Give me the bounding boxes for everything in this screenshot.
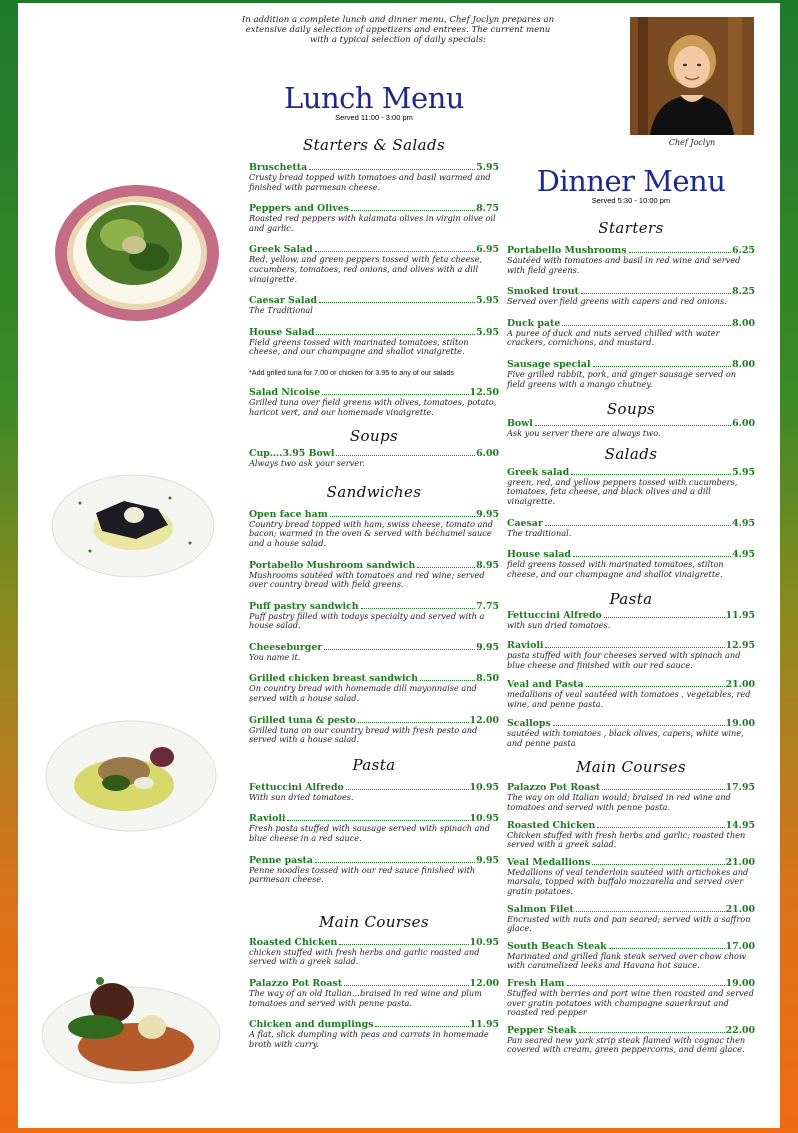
item-price: 17.95 [725,782,755,794]
item-desc: A flat, slick dumpling with peas and carrots in homemade broth with curry. [249,1029,489,1049]
menu-item [249,327,499,357]
item-desc: Roasted red peppers with kalamata olives in virgin olive oil and garlic. [249,213,496,233]
dot-leader [420,680,475,681]
item-price: 11.95 [725,610,755,622]
chef-photo [630,17,754,135]
chef-caption: Chef Joclyn [668,138,716,147]
menu-item [249,978,499,1008]
item-price: 19.00 [725,978,755,989]
item-name: House salad [507,549,571,561]
item-desc: Field greens tossed with marinated tomatoes, stilton cheese, and our champagne and shallot vinaigrette. [249,336,469,357]
dinner-starters-list [507,245,755,389]
item-name: Pepper Steak [507,1024,577,1036]
lunch-starters-heading: Starters & Salads [302,136,446,154]
menu-item [507,640,755,670]
lunch-starters-list [249,162,499,357]
item-name: Greek Salad [249,244,313,256]
item-price: 4.95 [732,549,755,561]
item-name: House Salad [249,326,315,338]
item-name: Chicken and dumplings [249,1019,374,1031]
item-name: Palazzo Pot Roast [249,978,343,989]
menu-item [507,820,755,850]
item-price: 8.50 [476,673,499,685]
dinner-column [507,166,755,1062]
lunch-column [249,83,499,1060]
item-desc: Stuffed with berries and port wine then roasted and served over gratin potatoes with champagne sauerkraut and roasted red pepper [507,988,754,1018]
dot-leader [609,948,725,949]
item-desc: Puff pastry filled with todays specialty and served with a house salad. [249,610,485,631]
lunch-item [249,387,499,417]
item-price: 21.00 [725,903,755,915]
fish-plate-photo [44,719,218,833]
dot-leader [309,169,475,170]
item-name: Salmon Filet [507,903,574,915]
item-name: Ravioli [507,639,544,651]
item-desc: green, red, and yellow peppers tossed with cucumbers, tomatoes, feta cheese, and black olives and a dill vinaigrette. [507,476,738,506]
item-name: Fettuccini Alfredo [507,610,602,622]
item-name: Duck pate [507,317,561,329]
dot-leader [287,820,468,821]
item-price: 12.95 [725,639,755,651]
lunch-pasta-heading: Pasta [352,755,396,774]
dot-leader [358,722,469,723]
item-price: 12.00 [469,714,499,726]
item-name: Caesar Salad [249,295,318,307]
menu-item [507,518,755,539]
item-desc: with sun dried tomatoes. [507,620,611,631]
item-desc: Served over field greens with capers and red onions. [507,296,727,307]
lunch-main-heading: Main Courses [319,912,429,931]
item-name: Fettuccini Alfredo [249,781,344,793]
dot-leader [597,827,724,828]
dot-leader [562,325,731,326]
menu-item [507,245,755,275]
item-price: 10.95 [469,813,499,825]
item-desc: Mushrooms sautéed with tomatoes and red wine; served over country bread with field greens. [249,569,485,590]
lunch-item [249,448,499,469]
menu-item [507,679,755,709]
dinner-salads-heading: Salads [604,444,658,463]
item-name: Scallops [507,718,551,730]
item-desc: Red, yellow, and green peppers tossed with feta cheese, cucumbers, tomatoes, red onions, and olives with a dill vinaigrette. [249,254,483,284]
item-desc: Five grilled rabbit, pork, and ginger sausage served on field greens with a mango chutney. [507,368,737,389]
dinner-salads-list [507,467,755,580]
item-name: Peppers and Olives [249,203,350,215]
dot-leader [346,789,469,790]
dinner-item [507,418,755,439]
menu-item [249,295,499,316]
item-price: 8.75 [476,203,499,215]
item-desc: field greens tossed with marinated tomatoes, stilton cheese, and our champagne and shallot vinaigrette. [507,559,724,579]
lunch-pasta-list [249,782,499,885]
lunch-served: Served 11:00 - 3:00 pm [335,113,413,122]
dinner-title: Dinner Menu [536,164,726,198]
item-name: Roasted Chicken [249,936,338,948]
item-desc: Penne noodles tossed with our red sauce finished with parmesan cheese. [249,864,476,885]
menu-item [249,1019,499,1049]
item-desc: You name it. [249,651,301,662]
steak-plate-photo [40,969,222,1085]
dot-leader [579,1032,725,1033]
item-desc: chicken stuffed with fresh herbs and garlic roasted and served with a greek salad. [249,946,480,967]
item-name: Portabello Mushrooms [507,245,627,256]
item-name: Cup….3.95 Bowl [249,448,335,460]
menu-item [507,359,755,389]
menu-item [249,162,499,192]
item-name: Open face ham [249,508,328,520]
dot-leader [339,944,468,945]
menu-page [18,3,780,1128]
item-desc: Medallions of veal tenderloin sautéed with artichokes and marsala, topped with buffalo mozzarella and served over gratin potatoes. [507,866,749,897]
item-price: 9.95 [476,641,499,653]
item-desc: Always two ask your server. [249,458,365,469]
item-price: 6.00 [732,418,755,430]
item-name: Salad Nicoise [249,386,321,398]
dot-leader [581,293,731,294]
dot-leader [586,686,725,687]
dot-leader [375,1026,468,1027]
item-price: 5.95 [476,326,499,338]
lunch-soups-heading: Soups [349,427,399,446]
item-desc: Ask you server there are always two. [507,428,661,439]
item-desc: Fresh pasta stuffed with sausage served with spinach and blue cheese in a red sauce. [249,823,490,844]
item-name: Caesar [507,517,543,529]
menu-item [507,549,755,579]
dot-leader [567,985,725,986]
menu-item [249,937,499,967]
item-desc: On country bread with homemade dill mayonnaise and served with a house salad. [249,683,477,704]
item-name: Penne pasta [249,854,313,866]
dinner-pasta-list [507,610,755,748]
dinner-main-heading: Main Courses [576,758,686,777]
dot-leader [573,556,731,557]
item-price: 14.95 [725,819,755,831]
item-desc: Marinated and grilled flank steak served over chow chow with caramelized leeks and Havana hot sauce. [507,950,746,971]
dot-leader [324,649,475,650]
lunch-sandwiches-list [249,509,499,745]
item-desc: The way on old Italian would; braised in red wine and tomatoes and served with penne pasta. [507,792,731,813]
item-desc: Grilled tuna over field greens with olives, tomatoes, potato, haricot vert, and our homemade vinaigrette. [249,396,497,417]
dot-leader [576,911,725,912]
dot-leader [330,516,476,517]
item-price: 10.95 [469,781,499,793]
menu-item [249,715,499,745]
dot-leader [545,525,731,526]
dot-leader [315,862,475,863]
item-price: 7.75 [476,600,499,612]
menu-item [249,244,499,284]
menu-item [249,642,499,663]
item-price: 5.95 [476,295,499,307]
item-price: 5.95 [476,162,499,173]
item-price: 9.95 [476,854,499,866]
menu-item [249,782,499,803]
item-name: Puff pastry sandwich [249,600,359,612]
lunch-add-note: *Add grilled tuna for 7.00 or chicken for 3.95 to any of our salads [249,367,454,377]
item-price: 5.95 [732,466,755,478]
menu-item [249,509,499,549]
item-price: 8.00 [732,358,755,370]
dot-leader [344,985,469,986]
dot-leader [629,252,732,253]
item-name: Portabello Mushroom sandwich [249,559,416,571]
dot-leader [571,474,731,475]
item-desc: Country bread topped with ham, swiss cheese, tomato and bacon; warmed in the oven & served with béchamel sauce and a house salad. [249,518,493,548]
lunch-title: Lunch Menu [284,81,464,115]
menu-item [507,904,755,934]
menu-item [507,857,755,897]
salad-plate-photo [54,183,220,323]
item-name: Grilled tuna & pesto [249,714,356,726]
intro-text: In addition a complete lunch and dinner menu, Chef Joclyn prepares an extensive daily selection of appetizers and entrees. The current menu with a typical selection of daily specials: [241,15,555,45]
item-name: Veal and Pasta [507,679,584,691]
menu-item [507,318,755,348]
dot-leader [361,608,476,609]
item-desc: The Traditional [249,305,313,316]
dot-leader [315,251,475,252]
item-price: 4.95 [732,517,755,529]
dot-leader [604,617,725,618]
item-price: 11.95 [469,1019,499,1031]
item-desc: A puree of duck and nuts served chilled with water crackers, cornichons, and mustard. [507,327,720,348]
lunch-sandwiches-heading: Sandwiches [326,482,422,501]
menu-item [249,601,499,631]
dot-leader [316,334,475,335]
item-desc: Grilled tuna on our country bread with fresh pesto and served with a house salad. [249,724,478,745]
item-name: Bowl [507,418,533,430]
item-price: 21.00 [725,679,755,691]
item-price: 8.25 [732,286,755,298]
item-price: 12.00 [469,978,499,989]
menu-item [507,1025,755,1055]
item-name: Veal Medallions [507,856,591,868]
ravioli-plate-photo [50,473,216,579]
menu-item [507,610,755,631]
item-name: Roasted Chicken [507,819,596,831]
item-desc: medallions of veal sautéed with tomatoes , vegetables, red wine, and penne pasta. [507,689,751,709]
item-name: Grilled chicken breast sandwich [249,673,419,685]
dot-leader [417,567,475,568]
item-desc: pasta stuffed with four cheeses served with spinach and blue cheese and finished with our red sauce. [507,649,741,670]
menu-item [507,978,755,1018]
item-price: 19.00 [725,718,755,730]
item-desc: Crusty bread topped with tomatoes and basil warmed and finished with parmesan cheese. [249,172,491,192]
menu-item [249,560,499,590]
item-desc: With sun dried tomatoes. [249,791,354,802]
dot-leader [593,366,732,367]
menu-item [507,467,755,507]
item-price: 8.95 [476,559,499,571]
item-name: South Beach Steak [507,940,607,952]
item-name: Fresh Ham [507,978,565,989]
dinner-starters-heading: Starters [598,219,664,237]
menu-item [249,855,499,885]
dot-leader [545,647,724,648]
item-price: 6.95 [476,244,499,256]
item-price: 6.00 [476,448,499,460]
item-price: 10.95 [469,936,499,948]
dot-leader [553,725,725,726]
item-name: Bruschetta [249,162,308,173]
menu-item [249,673,499,703]
menu-item [507,941,755,971]
item-price: 12.50 [469,386,499,398]
item-price: 8.00 [732,317,755,329]
lunch-main-list [249,937,499,1050]
item-price: 21.00 [725,856,755,868]
item-desc: The way of an old Italian…braised in red wine and plum tomatoes and served with penne pasta. [249,988,482,1008]
item-name: Palazzo Pot Roast [507,782,601,794]
item-name: Cheeseburger [249,641,323,653]
dot-leader [602,789,725,790]
item-price: 6.25 [732,245,755,256]
item-name: Greek salad [507,466,570,478]
item-desc: Sautéed with tomatoes and basil in red wine and served with field greens. [507,255,741,275]
item-desc: Encrusted with nuts and pan seared; served with a saffron glace. [507,913,751,934]
item-price: 17.00 [725,940,755,952]
menu-item [249,203,499,233]
item-desc: Pan seared new york strip steak flamed with cognac then covered with cream, green peppercorns, and demi glace. [507,1034,746,1055]
item-name: Sausage special [507,358,591,370]
dinner-soups-heading: Soups [606,400,656,419]
menu-item [507,718,755,748]
dot-leader [351,210,475,211]
dot-leader [319,302,475,303]
item-desc: The traditional. [507,527,572,538]
item-price: 9.95 [476,508,499,520]
item-price: 22.00 [725,1024,755,1036]
item-name: Ravioli [249,813,286,825]
item-desc: Chicken stuffed with fresh herbs and garlic; roasted then served with a greek salad. [507,829,746,850]
dinner-pasta-heading: Pasta [609,590,653,609]
dinner-main-list [507,782,755,1055]
menu-item [507,286,755,307]
dinner-served: Served 5:30 - 10:00 pm [591,196,671,205]
item-name: Smoked trout [507,286,579,298]
menu-item [507,782,755,812]
menu-item [249,813,499,843]
item-desc: sautéed with tomatoes , black olives, capers, white wine, and penne pasta [507,728,744,748]
dot-leader [592,864,724,865]
